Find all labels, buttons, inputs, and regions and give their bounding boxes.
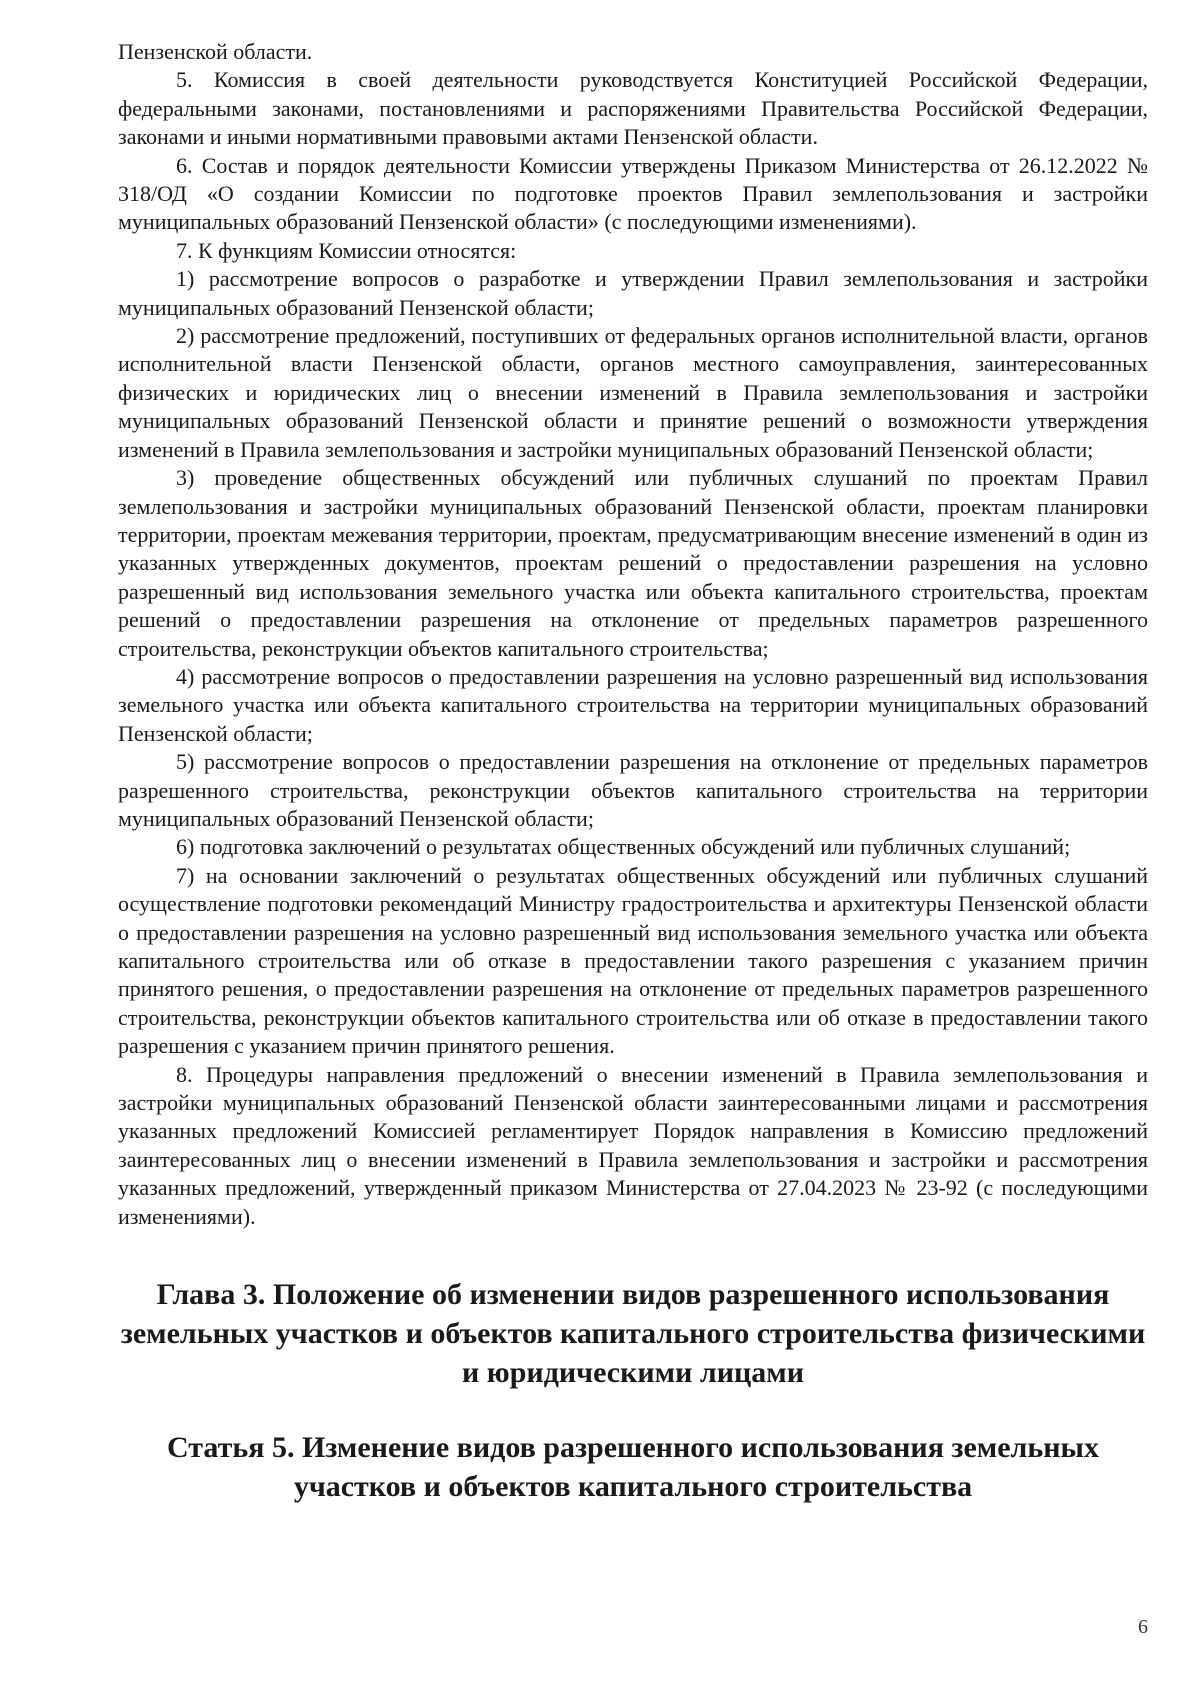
article-heading: Статья 5. Изменение видов разрешенного использования земельных участков и объектов капитального строительства xyxy=(167,1431,1099,1504)
list-item-6: 6) подготовка заключений о результатах общественных обсуждений или публичных слушаний; xyxy=(176,834,1071,860)
paragraph-item-8: 8. Процедуры направления предложений о внесении изменений в Правила землепользования и застройки муниципальных образований Пензенской области заинтересованными лицами и рассмотрения указанных предложений Комиссией регламентирует Порядок направления в Комиссию предложений заинтересованных лиц о внесении изменений в Правила землепользования и застройки и рассмотрения указанных предложений, утвержденный приказом Министерства от 27.04.2023 № 23-92 (с последующими изменениями). xyxy=(118,1061,1148,1229)
list-item-3: 3) проведение общественных обсуждений или публичных слушаний по проектам Правил землепользования и застройки муниципальных образований Пензенской области, проектам планировки территории, проектам межевания территории, проектам, предусматривающим внесение изменений в один из указанных утвержденных документов, проектам решений о предоставлении разрешения на условно разрешенный вид использования земельного участка или объекта капитального строительства, проектам решений о предоставлении разрешения на отклонение от предельных параметров разрешенного строительства, реконструкции объектов капитального строительства; xyxy=(118,465,1148,661)
paragraph-continuation: Пензенской области. xyxy=(118,39,313,64)
list-item-4: 4) рассмотрение вопросов о предоставлении разрешения на условно разрешенный вид использования земельного участка или объекта капитального строительства на территории муниципальных образований Пензенской области; xyxy=(118,663,1148,746)
list-item-7: 7) на основании заключений о результатах общественных обсуждений или публичных слушаний осуществление подготовки рекомендаций Министру градостроительства и архитектуры Пензенской области о предоставлении разрешения на условно разрешенный вид использования земельного участка или объекта капитального строительства или об отказе в предоставлении такого разрешения с указанием причин принятого решения, о предоставлении разрешения на отклонение от предельных параметров разрешенного строительства, реконструкции объектов капитального строительства или об отказе в предоставлении такого разрешения с указанием причин принятого решения. xyxy=(118,862,1148,1059)
page-number: 6 xyxy=(1138,1616,1148,1638)
chapter-heading: Глава 3. Положение об изменении видов разрешенного использования земельных участков и объектов капитального строительства физическими и юридическими лицами xyxy=(120,1278,1146,1390)
paragraph-item-7: 7. К функциям Комиссии относятся: xyxy=(176,237,517,263)
list-item-1: 1) рассмотрение вопросов о разработке и утверждении Правил землепользования и застройки муниципальных образований Пензенской области; xyxy=(118,266,1148,320)
list-item-2: 2) рассмотрение предложений, поступивших от федеральных органов исполнительной власти, органов исполнительной власти Пензенской области, органов местного самоуправления, заинтересованных физических и юридических лиц о внесении изменений в Правила землепользования и застройки муниципальных образований Пензенской области и принятие решений о возможности утверждения изменений в Правила землепользования и застройки муниципальных образований Пензенской области; xyxy=(118,323,1148,462)
paragraph-item-6: 6. Состав и порядок деятельности Комиссии утверждены Приказом Министерства от 26.12.2022 № 318/ОД «О создании Комиссии по подготовке проектов Правил землепользования и застройки муниципальных образований Пензенской области» (с последующими изменениями). xyxy=(118,152,1148,235)
paragraph-item-5: 5. Комиссия в своей деятельности руководствуется Конституцией Российской Федерации, федеральными законами, постановлениями и распоряжениями Правительства Российской Федерации, законами и иными нормативными правовыми актами Пензенской области. xyxy=(118,67,1148,150)
list-item-5: 5) рассмотрение вопросов о предоставлении разрешения на отклонение от предельных параметров разрешенного строительства, реконструкции объектов капитального строительства на территории муниципальных образований Пензенской области; xyxy=(118,749,1148,831)
document-page xyxy=(118,38,1148,1506)
